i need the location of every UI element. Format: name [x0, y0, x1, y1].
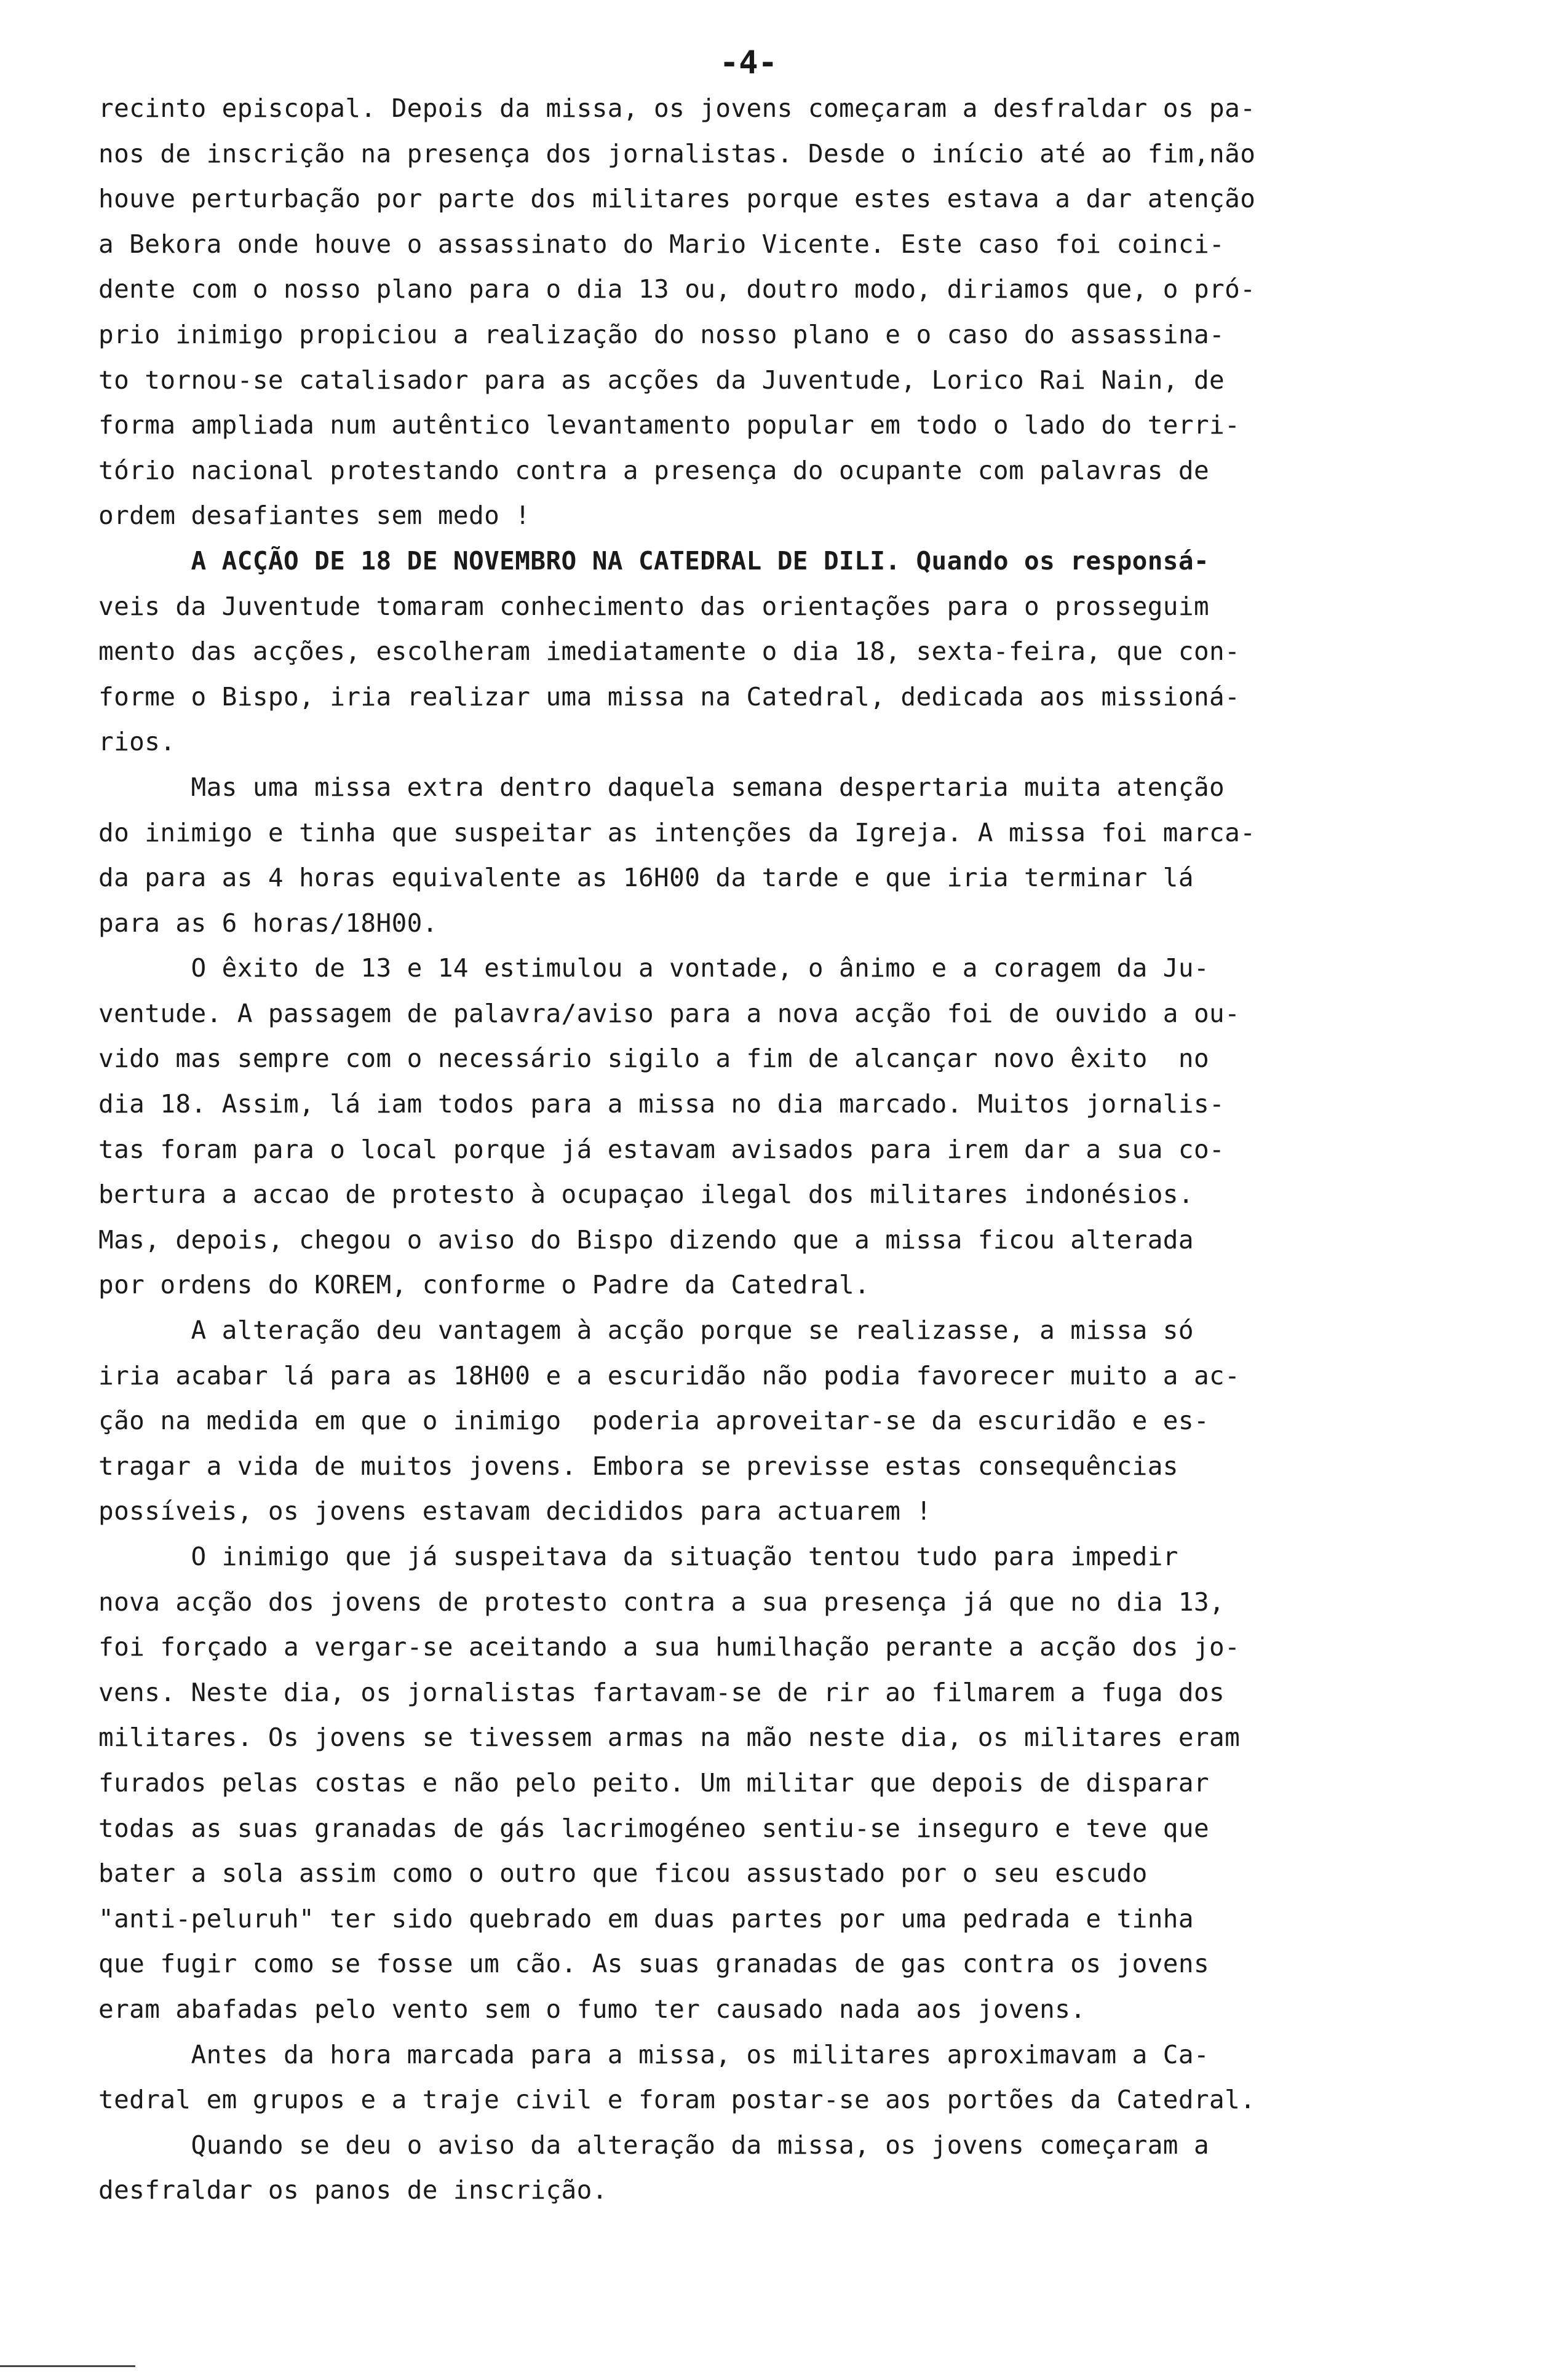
text-line: bertura a accao de protesto à ocupaçao ilegal dos militares indonésios.	[98, 1180, 1194, 1210]
text-line: to tornou-se catalisador para as acções da Juventude, Lorico Rai Nain, de	[98, 365, 1225, 395]
text-line: desfraldar os panos de inscrição.	[98, 2175, 608, 2205]
text-line: dia 18. Assim, lá iam todos para a missa no dia marcado. Muitos jornalis-	[98, 1089, 1225, 1119]
text-line: Antes da hora marcada para a missa, os militares aproximavam a Ca-	[98, 2039, 1210, 2069]
text-line: da para as 4 horas equivalente as 16H00 da tarde e que iria terminar lá	[98, 863, 1194, 893]
text-line: ção na medida em que o inimigo poderia aproveitar-se da escuridão e es-	[98, 1406, 1210, 1436]
text-line: foi forçado a vergar-se aceitando a sua humilhação perante a acção dos jo-	[98, 1632, 1241, 1662]
text-line: nova acção dos jovens de protesto contra a sua presença já que no dia 13,	[98, 1587, 1225, 1617]
text-line: tório nacional protestando contra a presença do ocupante com palavras de	[98, 455, 1210, 485]
text-line: eram abafadas pelo vento sem o fumo ter causado nada aos jovens.	[98, 1994, 1086, 2024]
text-line: tedral em grupos e a traje civil e foram postar-se aos portões da Catedral.	[98, 2085, 1256, 2115]
text-line: "anti-peluruh" ter sido quebrado em duas partes por uma pedrada e tinha	[98, 1903, 1194, 1934]
text-line: prio inimigo propiciou a realização do nosso plano e o caso do assassina-	[98, 319, 1225, 349]
text-line: O inimigo que já suspeitava da situação tentou tudo para impedir	[98, 1542, 1178, 1571]
text-line: que fugir como se fosse um cão. As suas granadas de gas contra os jovens	[98, 1949, 1210, 1979]
text-line: Mas uma missa extra dentro daquela semana despertaria muita atenção	[98, 772, 1225, 802]
text-line: vido mas sempre com o necessário sigilo a fim de alcançar novo êxito no	[98, 1044, 1210, 1074]
text-line: Quando se deu o aviso da alteração da missa, os jovens começaram a	[98, 2130, 1210, 2160]
text-line: ventude. A passagem de palavra/aviso para a nova acção foi de ouvido a ou-	[98, 998, 1241, 1028]
text-line: tas foram para o local porque já estavam avisados para irem dar a sua co-	[98, 1134, 1225, 1164]
text-line: vens. Neste dia, os jornalistas fartavam-se de rir ao filmarem a fuga dos	[98, 1677, 1225, 1707]
section-heading-line: A ACÇÃO DE 18 DE NOVEMBRO NA CATEDRAL DE DILI. Quando os responsá-	[98, 545, 1210, 576]
bottom-edge-mark	[0, 2365, 135, 2367]
text-line: Mas, depois, chegou o aviso do Bispo dizendo que a missa ficou alterada	[98, 1224, 1194, 1255]
text-line: rios.	[98, 727, 176, 757]
text-line: todas as suas granadas de gás lacrimogéneo sentiu-se inseguro e teve que	[98, 1813, 1210, 1843]
text-line: forme o Bispo, iria realizar uma missa na Catedral, dedicada aos missioná-	[98, 681, 1241, 712]
page-number: -4-	[720, 44, 777, 81]
text-line: veis da Juventude tomaram conhecimento das orientações para o prosseguim	[98, 591, 1210, 621]
text-line: militares. Os jovens se tivessem armas na mão neste dia, os militares eram	[98, 1723, 1241, 1753]
text-line: nos de inscrição na presença dos jornalistas. Desde o início até ao fim,não	[98, 138, 1256, 169]
text-line: houve perturbação por parte dos militares porque estes estava a dar atenção	[98, 184, 1256, 214]
body-text	[98, 86, 1452, 2213]
text-line: bater a sola assim como o outro que ficou assustado por o seu escudo	[98, 1858, 1148, 1889]
text-line: iria acabar lá para as 18H00 e a escuridão não podia favorecer muito a ac-	[98, 1360, 1241, 1390]
text-line: possíveis, os jovens estavam decididos para actuarem !	[98, 1496, 932, 1526]
text-line: ordem desafiantes sem medo !	[98, 501, 531, 531]
text-line: forma ampliada num autêntico levantamento popular em todo o lado do terri-	[98, 410, 1241, 440]
text-line: O êxito de 13 e 14 estimulou a vontade, o ânimo e a coragem da Ju-	[98, 953, 1210, 983]
text-line: por ordens do KOREM, conforme o Padre da Catedral.	[98, 1270, 870, 1300]
text-line: recinto episcopal. Depois da missa, os jovens começaram a desfraldar os pa-	[98, 93, 1256, 123]
text-line: furados pelas costas e não pelo peito. Um militar que depois de disparar	[98, 1767, 1210, 1798]
text-line: mento das acções, escolheram imediatamente o dia 18, sexta-feira, que con-	[98, 637, 1241, 667]
text-line: do inimigo e tinha que suspeitar as intenções da Igreja. A missa foi marca-	[98, 817, 1256, 847]
text-line: tragar a vida de muitos jovens. Embora se previsse estas consequências	[98, 1451, 1178, 1481]
text-line: para as 6 horas/18H00.	[98, 908, 438, 938]
text-line: A alteração deu vantagem à acção porque se realizasse, a missa só	[98, 1315, 1194, 1346]
text-line: dente com o nosso plano para o dia 13 ou, doutro modo, diriamos que, o pró-	[98, 274, 1256, 304]
text-line: a Bekora onde houve o assassinato do Mario Vicente. Este caso foi coinci-	[98, 229, 1225, 259]
